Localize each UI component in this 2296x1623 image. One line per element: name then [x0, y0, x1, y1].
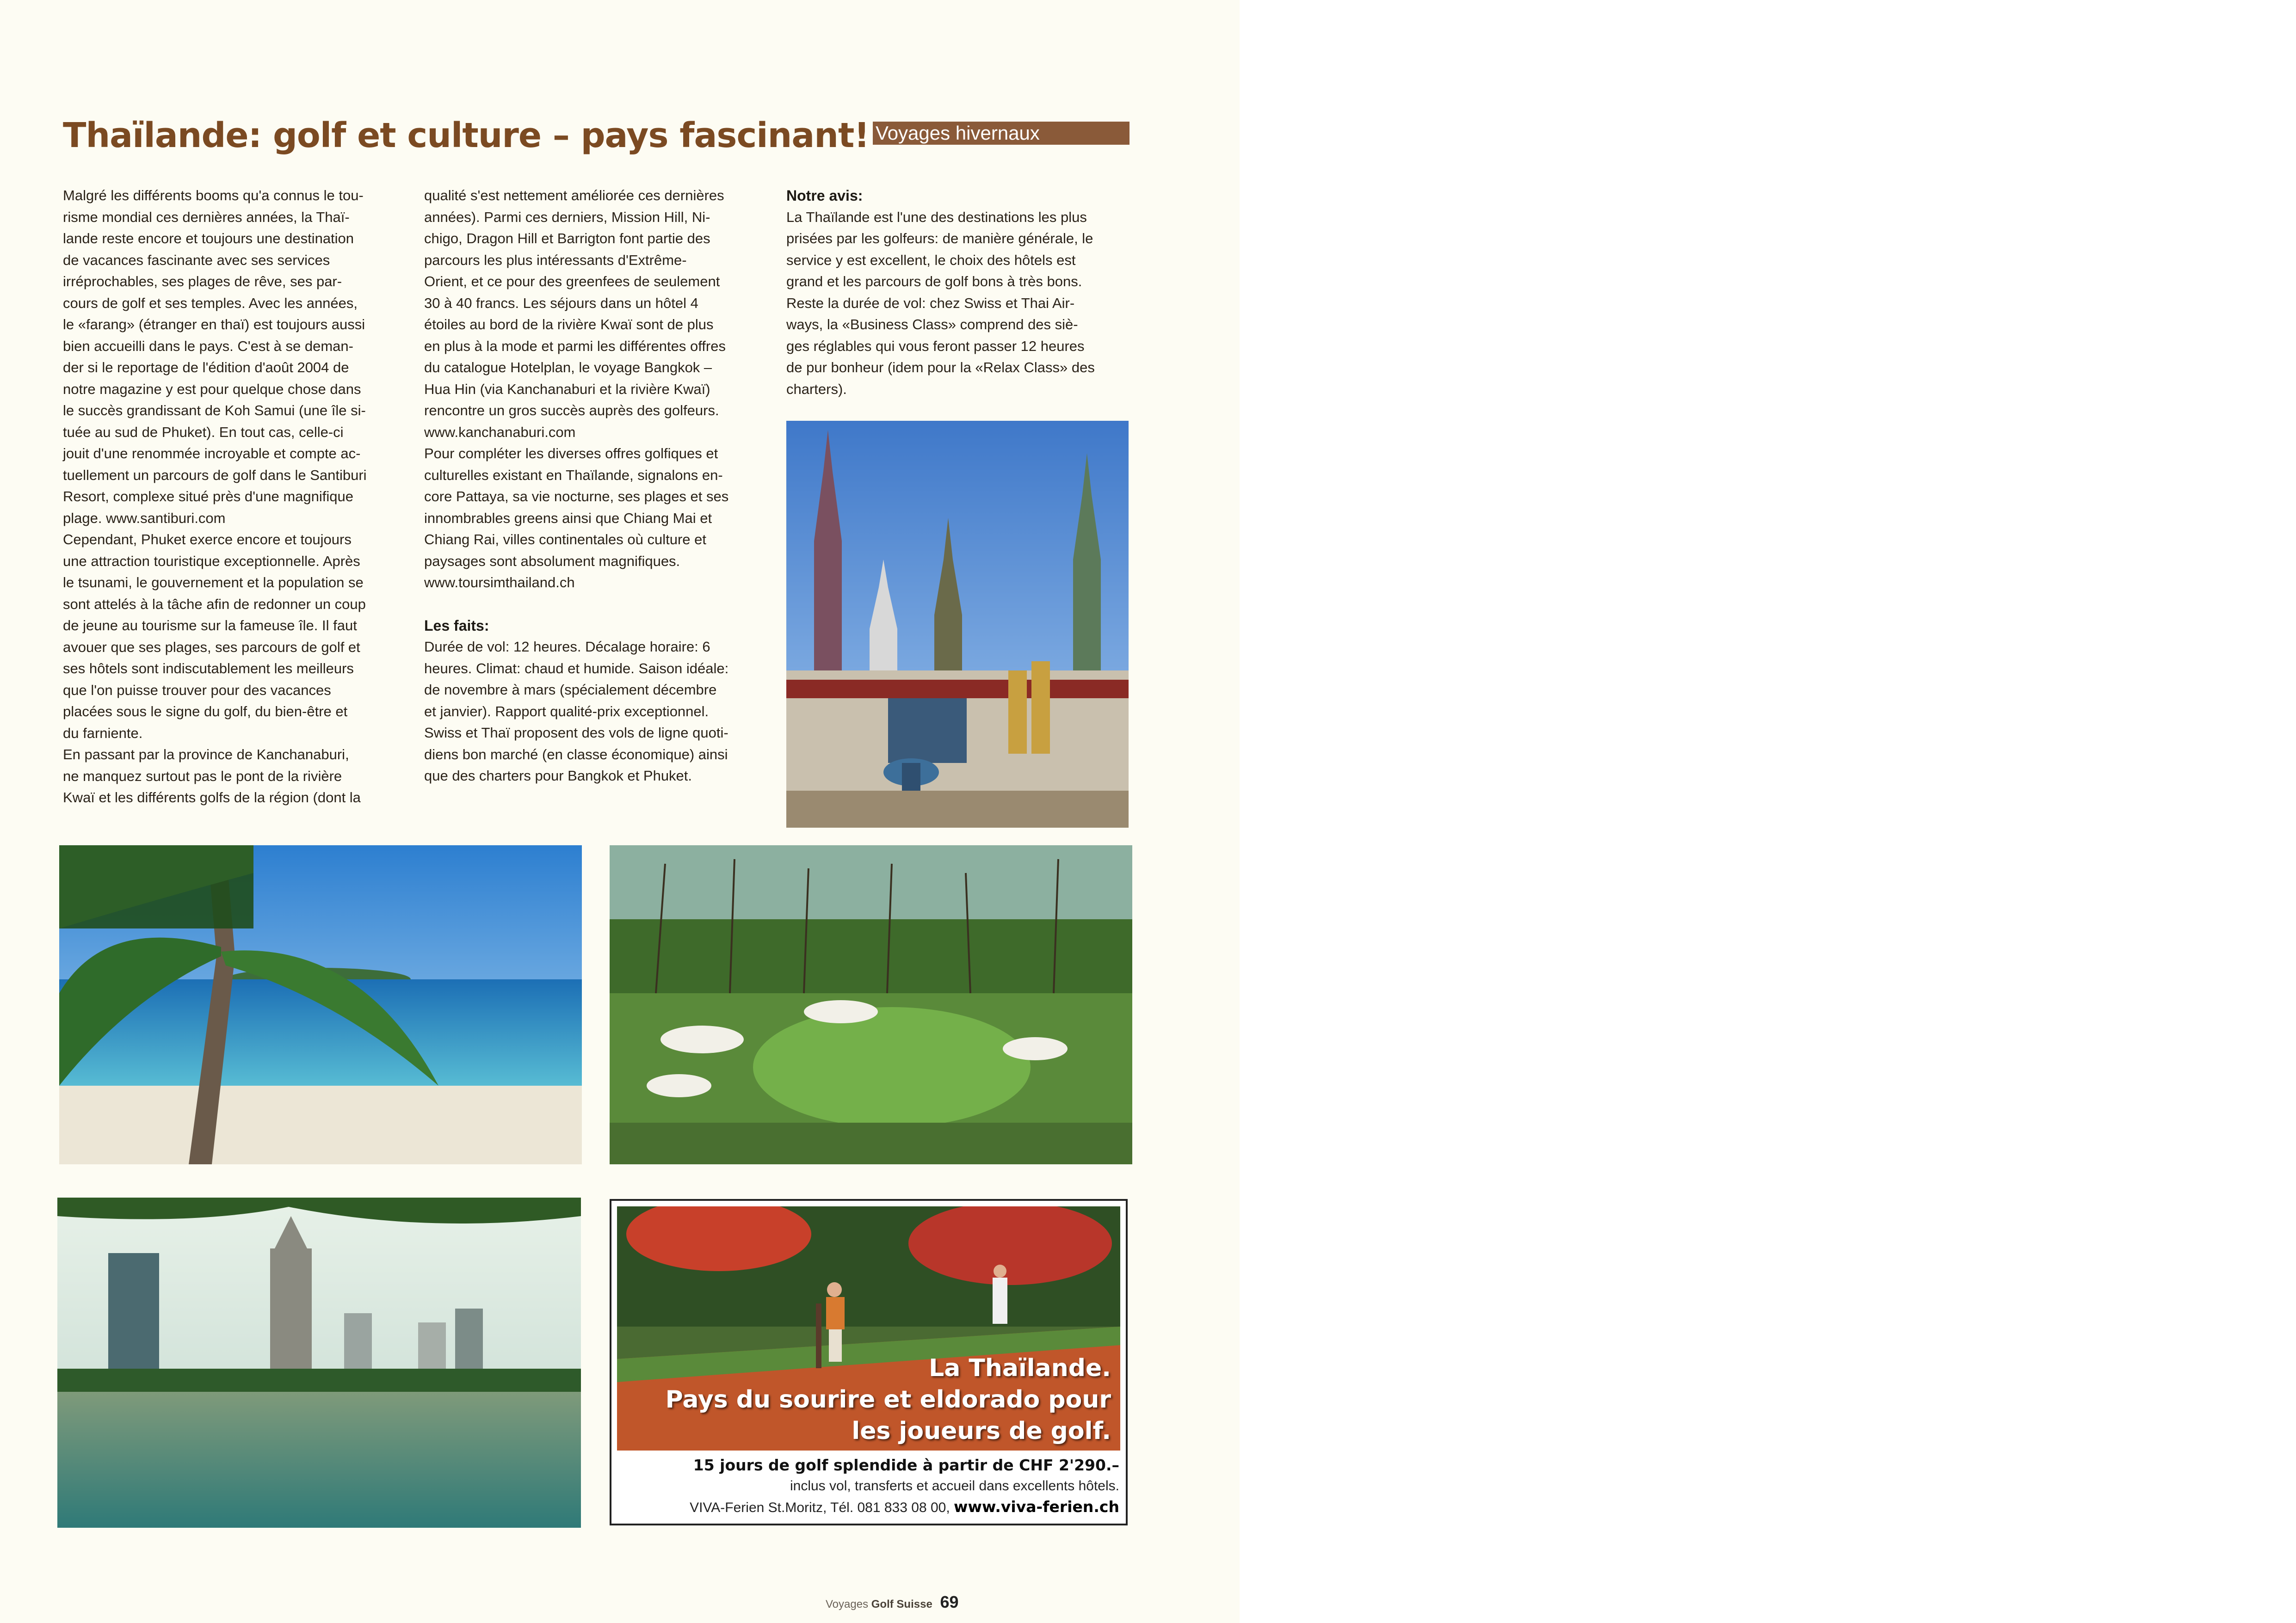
beach-photo	[59, 845, 582, 1164]
text-line: der si le reportage de l'édition d'août 2004 de	[63, 359, 349, 375]
ad-subline: inclus vol, transferts et accueil dans excellents hôtels.	[790, 1478, 1119, 1494]
text-line: parcours les plus intéressants d'Extrême-	[424, 252, 687, 268]
text-column-2	[424, 185, 762, 787]
text-line: grand et les parcours de golf bons à très bons.	[786, 273, 1082, 289]
text-line: Chiang Rai, villes continentales où culture et	[424, 531, 707, 547]
text-line: tuée au sud de Phuket). En tout cas, celle-ci	[63, 424, 344, 440]
text-line: Resort, complexe situé près d'une magnifique	[63, 488, 353, 504]
text-line: service y est excellent, le choix des hôtels est	[786, 252, 1076, 268]
ad-headline-line: Pays du sourire et eldorado pour	[665, 1386, 1111, 1414]
facts-text	[424, 636, 762, 787]
text-line: avouer que ses plages, ses parcours de golf et	[63, 639, 360, 655]
text-line: que l'on puisse trouver pour des vacances	[63, 682, 331, 698]
ad-contact	[690, 1498, 1119, 1516]
text-line: plage. www.santiburi.com	[63, 510, 226, 526]
text-line: du catalogue Hotelplan, le voyage Bangkok –	[424, 359, 712, 375]
text-line: étoiles au bord de la rivière Kwaï sont de plus	[424, 316, 714, 332]
text-line: que des charters pour Bangkok et Phuket.	[424, 768, 692, 784]
temple-photo	[786, 421, 1129, 828]
text-line: en plus à la mode et parmi les différentes offres	[424, 338, 726, 354]
text-line: ne manquez surtout pas le pont de la rivière	[63, 768, 342, 784]
text-line: chigo, Dragon Hill et Barrigton font partie des	[424, 230, 710, 246]
text-line: charters).	[786, 381, 847, 397]
text-line: En passant par la province de Kanchanaburi,	[63, 746, 349, 762]
text-line: Reste la durée de vol: chez Swiss et Thai Air-	[786, 295, 1075, 311]
text-line: rencontre un gros succès auprès des golfeurs.	[424, 402, 719, 418]
article-continuation	[424, 185, 762, 594]
text-line: placées sous le signe du golf, du bien-être et	[63, 703, 348, 719]
text-line: Kwaï et les différents golfs de la région (dont la	[63, 789, 361, 805]
footer-section: Voyages	[826, 1598, 869, 1611]
text-line: prisées par les golfeurs: de manière générale, le	[786, 230, 1093, 246]
ad-headline-line: La Thaïlande.	[929, 1354, 1111, 1382]
text-line: Cependant, Phuket exerce encore et toujours	[63, 531, 352, 547]
text-line: sont attelés à la tâche afin de redonner un coup	[63, 596, 366, 612]
viva-ferien-advertisement[interactable]	[610, 1199, 1128, 1525]
text-line: paysages sont absolument magnifiques.	[424, 553, 680, 569]
text-column-1	[63, 185, 401, 809]
text-line: de vacances fascinante avec ses services	[63, 252, 330, 268]
text-line: qualité s'est nettement améliorée ces dernières	[424, 187, 724, 203]
text-line: le «farang» (étranger en thaï) est toujours aussi	[63, 316, 365, 332]
facts-heading: Les faits:	[424, 617, 489, 634]
article-title: Thaïlande: golf et culture – pays fascinant!	[63, 116, 870, 155]
page-number: 69	[940, 1592, 959, 1611]
golf-course-photo	[610, 845, 1132, 1164]
opinion-heading: Notre avis:	[786, 187, 863, 204]
footer-magazine: Golf Suisse	[871, 1598, 932, 1611]
ad-golfer-photo	[617, 1206, 1120, 1451]
text-line: La Thaïlande est l'une des destinations les plus	[786, 209, 1087, 225]
text-line: cours de golf et ses temples. Avec les années,	[63, 295, 358, 311]
opinion-text	[786, 207, 1124, 400]
section-tag: Voyages hivernaux	[873, 122, 1129, 145]
text-line: heures. Climat: chaud et humide. Saison idéale:	[424, 660, 729, 676]
text-line: du farniente.	[63, 725, 143, 741]
text-line: innombrables greens ainsi que Chiang Mai et	[424, 510, 712, 526]
text-line: de pur bonheur (idem pour la «Relax Class» des	[786, 359, 1095, 375]
text-line: risme mondial ces dernières années, la Thaï-	[63, 209, 350, 225]
text-line: ges réglables qui vous feront passer 12 heures	[786, 338, 1085, 354]
text-line: Pour compléter les diverses offres golfiques et	[424, 445, 718, 461]
text-line: de novembre à mars (spécialement décembre	[424, 682, 717, 698]
text-line: jouit d'une renommée incroyable et compte ac-	[63, 445, 361, 461]
ad-contact-text: VIVA-Ferien St.Moritz, Tél. 081 833 08 00,	[690, 1500, 950, 1515]
text-line: années). Parmi ces derniers, Mission Hill, Ni-	[424, 209, 710, 225]
text-line: ways, la «Business Class» comprend des siè-	[786, 316, 1078, 332]
text-line: www.toursimthailand.ch	[424, 574, 575, 590]
text-line: ses hôtels sont indiscutablement les meilleurs	[63, 660, 354, 676]
text-line: tuellement un parcours de golf dans le Santiburi	[63, 467, 367, 483]
text-line: diens bon marché (en classe économique) ainsi	[424, 746, 728, 762]
text-line: et janvier). Rapport qualité-prix exceptionnel.	[424, 703, 709, 719]
text-line: le succès grandissant de Koh Samui (une île si-	[63, 402, 366, 418]
text-line: de jeune au tourisme sur la fameuse île. Il faut	[63, 617, 357, 633]
text-line: lande reste encore et toujours une destination	[63, 230, 354, 246]
page-footer	[826, 1592, 959, 1612]
text-line: une attraction touristique exceptionnelle. Après	[63, 553, 360, 569]
ad-headline	[666, 1352, 1111, 1447]
text-line: irréprochables, ses plages de rêve, ses par-	[63, 273, 342, 289]
text-line: culturelles existant en Thaïlande, signalons en-	[424, 467, 723, 483]
text-line: bien accueilli dans le pays. C'est à se deman-	[63, 338, 353, 354]
text-line: www.kanchanaburi.com	[424, 424, 576, 440]
text-line: 30 à 40 francs. Les séjours dans un hôtel 4	[424, 295, 698, 311]
text-line: Swiss et Thaï proposent des vols de ligne quoti-	[424, 725, 728, 741]
ad-website-link[interactable]: www.viva-ferien.ch	[954, 1498, 1119, 1516]
text-line: Malgré les différents booms qu'a connus le tou-	[63, 187, 364, 203]
text-line: core Pattaya, sa vie nocturne, ses plages et ses	[424, 488, 729, 504]
ad-offer: 15 jours de golf splendide à partir de CHF 2'290.–	[693, 1456, 1119, 1474]
text-line: Durée de vol: 12 heures. Décalage horaire: 6	[424, 639, 710, 655]
text-line: Orient, et ce pour des greenfees de seulement	[424, 273, 720, 289]
text-line: le tsunami, le gouvernement et la population se	[63, 574, 364, 590]
text-line: Hua Hin (via Kanchanaburi et la rivière Kwaï)	[424, 381, 710, 397]
ad-headline-line: les joueurs de golf.	[852, 1417, 1111, 1445]
text-column-3	[786, 185, 1124, 400]
bangkok-skyline-photo	[57, 1198, 581, 1528]
text-line: notre magazine y est pour quelque chose dans	[63, 381, 361, 397]
